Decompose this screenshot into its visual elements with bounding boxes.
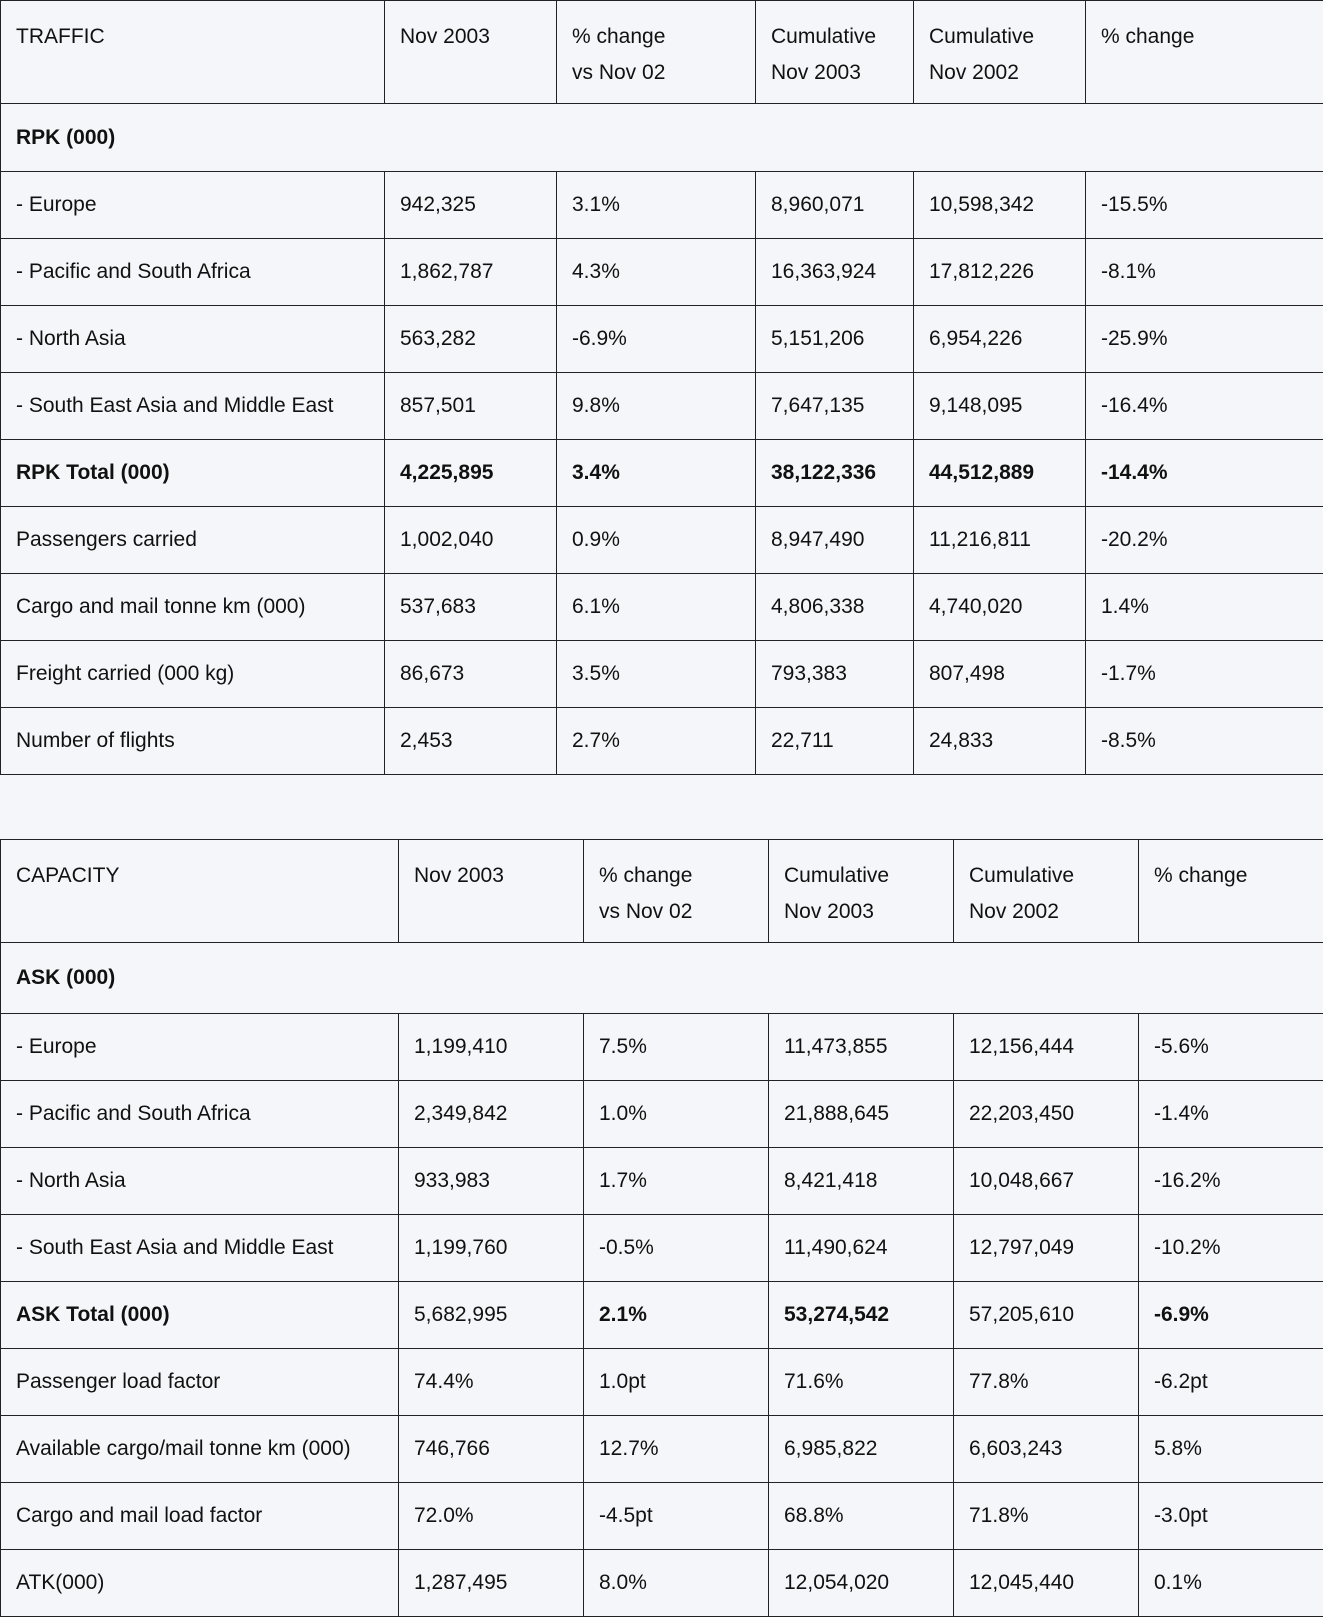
capacity-header-cell: % change vs Nov 02 [584, 840, 769, 943]
table-cell: 0.9% [557, 507, 756, 574]
traffic-header-cell: TRAFFIC [1, 1, 385, 104]
table-cell: 1.0pt [584, 1349, 769, 1416]
table-cell: -25.9% [1086, 306, 1323, 373]
table-cell: 2.1% [584, 1282, 769, 1349]
table-cell: -6.9% [557, 306, 756, 373]
table-cell: 5,151,206 [756, 306, 914, 373]
table-cell: 24,833 [914, 708, 1086, 775]
table-row [1, 1282, 1323, 1349]
table-cell: 9.8% [557, 373, 756, 440]
table-cell: -1.4% [1139, 1081, 1323, 1148]
table-cell: 2.7% [557, 708, 756, 775]
table-cell: 7,647,135 [756, 373, 914, 440]
table-row [1, 641, 1323, 708]
table-cell: -6.2pt [1139, 1349, 1323, 1416]
row-label: Freight carried (000 kg) [1, 641, 385, 708]
table-cell: 57,205,610 [954, 1282, 1139, 1349]
table-cell: 746,766 [399, 1416, 584, 1483]
table-cell: 4,225,895 [385, 440, 557, 507]
table-cell: 4,740,020 [914, 574, 1086, 641]
table-cell: 1,862,787 [385, 239, 557, 306]
table-cell: 793,383 [756, 641, 914, 708]
table-cell: 942,325 [385, 172, 557, 239]
table-cell: 72.0% [399, 1483, 584, 1550]
table-cell: -10.2% [1139, 1215, 1323, 1282]
capacity-header-cell: Nov 2003 [399, 840, 584, 943]
table-cell: 12,054,020 [769, 1550, 954, 1617]
row-label: - North Asia [1, 1148, 399, 1215]
traffic-section-row [1, 104, 1323, 172]
table-cell: -14.4% [1086, 440, 1323, 507]
table-cell: 563,282 [385, 306, 557, 373]
table-cell: 2,453 [385, 708, 557, 775]
table-cell: -20.2% [1086, 507, 1323, 574]
capacity-header-row [1, 840, 1323, 943]
table-cell: 2,349,842 [399, 1081, 584, 1148]
table-cell: 6,985,822 [769, 1416, 954, 1483]
table-cell: 5.8% [1139, 1416, 1323, 1483]
row-label: - Pacific and South Africa [1, 1081, 399, 1148]
table-cell: 21,888,645 [769, 1081, 954, 1148]
capacity-header-cell: CAPACITY [1, 840, 399, 943]
table-cell: -16.4% [1086, 373, 1323, 440]
row-label: - Europe [1, 1014, 399, 1081]
table-cell: 71.6% [769, 1349, 954, 1416]
capacity-body [1, 840, 1323, 1617]
table-cell: 3.5% [557, 641, 756, 708]
table-cell: -15.5% [1086, 172, 1323, 239]
table-cell: 9,148,095 [914, 373, 1086, 440]
table-cell: 807,498 [914, 641, 1086, 708]
table-cell: 86,673 [385, 641, 557, 708]
row-label: ATK(000) [1, 1550, 399, 1617]
row-label: Cargo and mail load factor [1, 1483, 399, 1550]
table-cell: 1,287,495 [399, 1550, 584, 1617]
table-row [1, 239, 1323, 306]
table-cell: 933,983 [399, 1148, 584, 1215]
table-cell: -5.6% [1139, 1014, 1323, 1081]
capacity-header-cell: Cumulative Nov 2002 [954, 840, 1139, 943]
table-cell: 12,156,444 [954, 1014, 1139, 1081]
table-cell: 8.0% [584, 1550, 769, 1617]
table-row [1, 1416, 1323, 1483]
table-row [1, 1483, 1323, 1550]
table-row [1, 1148, 1323, 1215]
table-cell: 4,806,338 [756, 574, 914, 641]
table-cell: 53,274,542 [769, 1282, 954, 1349]
row-label: - Pacific and South Africa [1, 239, 385, 306]
table-cell: 12.7% [584, 1416, 769, 1483]
table-row [1, 1349, 1323, 1416]
table-row [1, 1081, 1323, 1148]
table-row [1, 172, 1323, 239]
row-label: - South East Asia and Middle East [1, 1215, 399, 1282]
table-cell: 857,501 [385, 373, 557, 440]
table-cell: 6.1% [557, 574, 756, 641]
capacity-header-cell: % change [1139, 840, 1323, 943]
row-label: - Europe [1, 172, 385, 239]
table-cell: 5,682,995 [399, 1282, 584, 1349]
table-row [1, 373, 1323, 440]
table-cell: 74.4% [399, 1349, 584, 1416]
table-cell: 77.8% [954, 1349, 1139, 1416]
table-cell: -6.9% [1139, 1282, 1323, 1349]
capacity-header-cell: Cumulative Nov 2003 [769, 840, 954, 943]
table-row [1, 1014, 1323, 1081]
table-cell: 7.5% [584, 1014, 769, 1081]
table-cell: 16,363,924 [756, 239, 914, 306]
table-cell: 4.3% [557, 239, 756, 306]
capacity-section-row [1, 943, 1323, 1014]
row-label: Passengers carried [1, 507, 385, 574]
table-cell: 537,683 [385, 574, 557, 641]
row-label: RPK Total (000) [1, 440, 385, 507]
table-cell: 1.7% [584, 1148, 769, 1215]
traffic-header-cell: % change vs Nov 02 [557, 1, 756, 104]
traffic-header-cell: Cumulative Nov 2002 [914, 1, 1086, 104]
table-cell: 10,598,342 [914, 172, 1086, 239]
capacity-table [0, 839, 1323, 1617]
traffic-header-cell: Nov 2003 [385, 1, 557, 104]
row-label: Cargo and mail tonne km (000) [1, 574, 385, 641]
traffic-header-cell: % change [1086, 1, 1323, 104]
row-label: - North Asia [1, 306, 385, 373]
table-cell: 1.4% [1086, 574, 1323, 641]
table-cell: -3.0pt [1139, 1483, 1323, 1550]
table-cell: 12,045,440 [954, 1550, 1139, 1617]
table-cell: -8.5% [1086, 708, 1323, 775]
table-cell: 10,048,667 [954, 1148, 1139, 1215]
table-cell: 0.1% [1139, 1550, 1323, 1617]
table-cell: 22,711 [756, 708, 914, 775]
row-label: - South East Asia and Middle East [1, 373, 385, 440]
table-cell: 22,203,450 [954, 1081, 1139, 1148]
table-cell: 68.8% [769, 1483, 954, 1550]
table-cell: 71.8% [954, 1483, 1139, 1550]
table-row [1, 507, 1323, 574]
table-cell: 1,199,410 [399, 1014, 584, 1081]
table-cell: 38,122,336 [756, 440, 914, 507]
table-row [1, 440, 1323, 507]
table-cell: -0.5% [584, 1215, 769, 1282]
table-cell: 6,954,226 [914, 306, 1086, 373]
table-cell: 3.4% [557, 440, 756, 507]
table-row [1, 1215, 1323, 1282]
table-row [1, 574, 1323, 641]
table-cell: -8.1% [1086, 239, 1323, 306]
row-label: Available cargo/mail tonne km (000) [1, 1416, 399, 1483]
table-cell: 44,512,889 [914, 440, 1086, 507]
traffic-section-label: RPK (000) [1, 104, 1323, 172]
table-cell: 1,002,040 [385, 507, 557, 574]
table-row [1, 708, 1323, 775]
capacity-section-label: ASK (000) [1, 943, 1323, 1014]
row-label: Number of flights [1, 708, 385, 775]
row-label: Passenger load factor [1, 1349, 399, 1416]
table-row [1, 306, 1323, 373]
traffic-header-cell: Cumulative Nov 2003 [756, 1, 914, 104]
traffic-table [0, 0, 1323, 775]
table-cell: 1,199,760 [399, 1215, 584, 1282]
table-row [1, 1550, 1323, 1617]
table-cell: 6,603,243 [954, 1416, 1139, 1483]
table-cell: 11,473,855 [769, 1014, 954, 1081]
table-cell: 12,797,049 [954, 1215, 1139, 1282]
table-cell: 8,960,071 [756, 172, 914, 239]
table-cell: 3.1% [557, 172, 756, 239]
traffic-header-row [1, 1, 1323, 104]
table-cell: 1.0% [584, 1081, 769, 1148]
table-cell: 8,947,490 [756, 507, 914, 574]
table-cell: 17,812,226 [914, 239, 1086, 306]
row-label: ASK Total (000) [1, 1282, 399, 1349]
table-cell: 11,216,811 [914, 507, 1086, 574]
table-cell: -16.2% [1139, 1148, 1323, 1215]
table-cell: -1.7% [1086, 641, 1323, 708]
traffic-body [1, 1, 1323, 775]
table-cell: 11,490,624 [769, 1215, 954, 1282]
table-cell: 8,421,418 [769, 1148, 954, 1215]
table-cell: -4.5pt [584, 1483, 769, 1550]
